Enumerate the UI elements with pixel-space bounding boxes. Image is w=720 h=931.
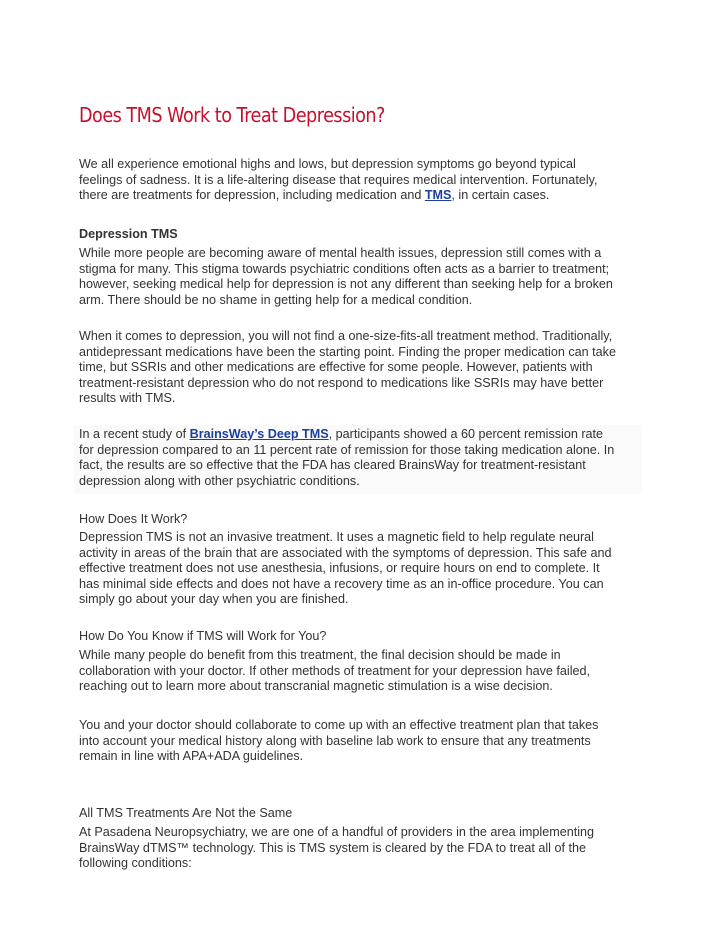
text-line: stigma for many. This stigma towards psychiatric conditions often acts as a barrier to treatment; xyxy=(79,261,610,276)
text-line: for depression compared to an 11 percent rate of remission for those taking medication alone. In xyxy=(79,442,615,457)
section1-paragraph-2 xyxy=(79,329,639,407)
text-line: When it comes to depression, you will not find a one-size-fits-all treatment method. Traditionally, xyxy=(79,329,613,343)
text-line: antidepressant medications have been the starting point. Finding the proper medication can take xyxy=(79,344,616,359)
text-line: treatment-resistant depression who do not respond to medications like SSRIs may have better xyxy=(79,375,604,390)
text-line: into account your medical history along with baseline lab work to ensure that any treatments xyxy=(79,733,591,748)
section4-paragraph-1 xyxy=(79,825,639,872)
text-line: collaboration with your doctor. If other methods of treatment for your depression have failed, xyxy=(79,663,591,678)
text-line: reaching out to learn more about transcranial magnetic stimulation is a wise decision. xyxy=(79,679,553,694)
text-line: results with TMS. xyxy=(79,391,176,406)
section2-paragraph-1 xyxy=(79,530,639,608)
text-line xyxy=(79,188,639,204)
text-span: , in certain cases. xyxy=(451,188,550,203)
text-line: arm. There should be no shame in getting help for a medical condition. xyxy=(79,292,473,307)
text-line: Depression TMS is not an invasive treatment. It uses a magnetic field to help regulate neural xyxy=(79,530,594,544)
text-span: In a recent study of xyxy=(79,427,190,441)
text-line: feelings of sadness. It is a life-altering disease that requires medical intervention. Fortunately, xyxy=(79,172,598,187)
text-line: At Pasadena Neuropsychiatry, we are one of a handful of providers in the area implementing xyxy=(79,825,595,839)
text-line: While many people do benefit from this treatment, the final decision should be made in xyxy=(79,648,561,662)
section1-paragraph-1 xyxy=(79,246,639,308)
section3-paragraph-1 xyxy=(79,648,639,695)
text-line: remain in line with APA+ADA guidelines. xyxy=(79,749,304,764)
text-line: While more people are becoming aware of mental health issues, depression still comes with a xyxy=(79,246,602,260)
section-heading-all-tms-treatments: All TMS Treatments Are Not the Same xyxy=(79,806,293,820)
section-heading-depression-tms: Depression TMS xyxy=(79,227,178,241)
section-heading-how-does-it-work: How Does It Work? xyxy=(79,512,188,526)
tms-link[interactable]: TMS xyxy=(424,188,452,203)
text-line: We all experience emotional highs and lows, but depression symptoms go beyond typical xyxy=(79,157,576,171)
text-line: You and your doctor should collaborate to come up with an effective treatment plan that takes xyxy=(79,718,599,732)
brainsway-deep-tms-link[interactable]: BrainsWay’s Deep TMS xyxy=(189,427,329,441)
page-title: Does TMS Work to Treat Depression? xyxy=(79,103,385,127)
text-line xyxy=(79,427,639,443)
text-line: simply go about your day when you are finished. xyxy=(79,592,349,607)
text-line: time, but SSRIs and other medications are effective for some people. However, patients with xyxy=(79,360,593,375)
section3-paragraph-2 xyxy=(79,718,639,765)
text-line: following conditions: xyxy=(79,856,192,871)
text-line: BrainsWay dTMS™ technology. This is TMS system is cleared by the FDA to treat all of the xyxy=(79,840,586,855)
text-span: there are treatments for depression, including medication and xyxy=(79,188,425,203)
text-line: has minimal side effects and does not have a recovery time as an in-office procedure. You can xyxy=(79,576,604,591)
section1-paragraph-3 xyxy=(79,427,639,489)
text-line: however, seeking medical help for depression is not any different than seeking help for a broken xyxy=(79,277,613,292)
intro-paragraph xyxy=(79,157,639,204)
text-line: fact, the results are so effective that the FDA has cleared BrainsWay for treatment-resistant xyxy=(79,458,586,473)
text-line: depression along with other psychiatric conditions. xyxy=(79,473,360,488)
section-heading-how-do-you-know: How Do You Know if TMS will Work for You? xyxy=(79,629,327,643)
text-line: activity in areas of the brain that are associated with the symptoms of depression. This safe and xyxy=(79,545,612,560)
text-span: , participants showed a 60 percent remission rate xyxy=(328,427,604,441)
text-line: effective treatment does not use anesthesia, infusions, or require hours on end to complete. It xyxy=(79,561,600,576)
